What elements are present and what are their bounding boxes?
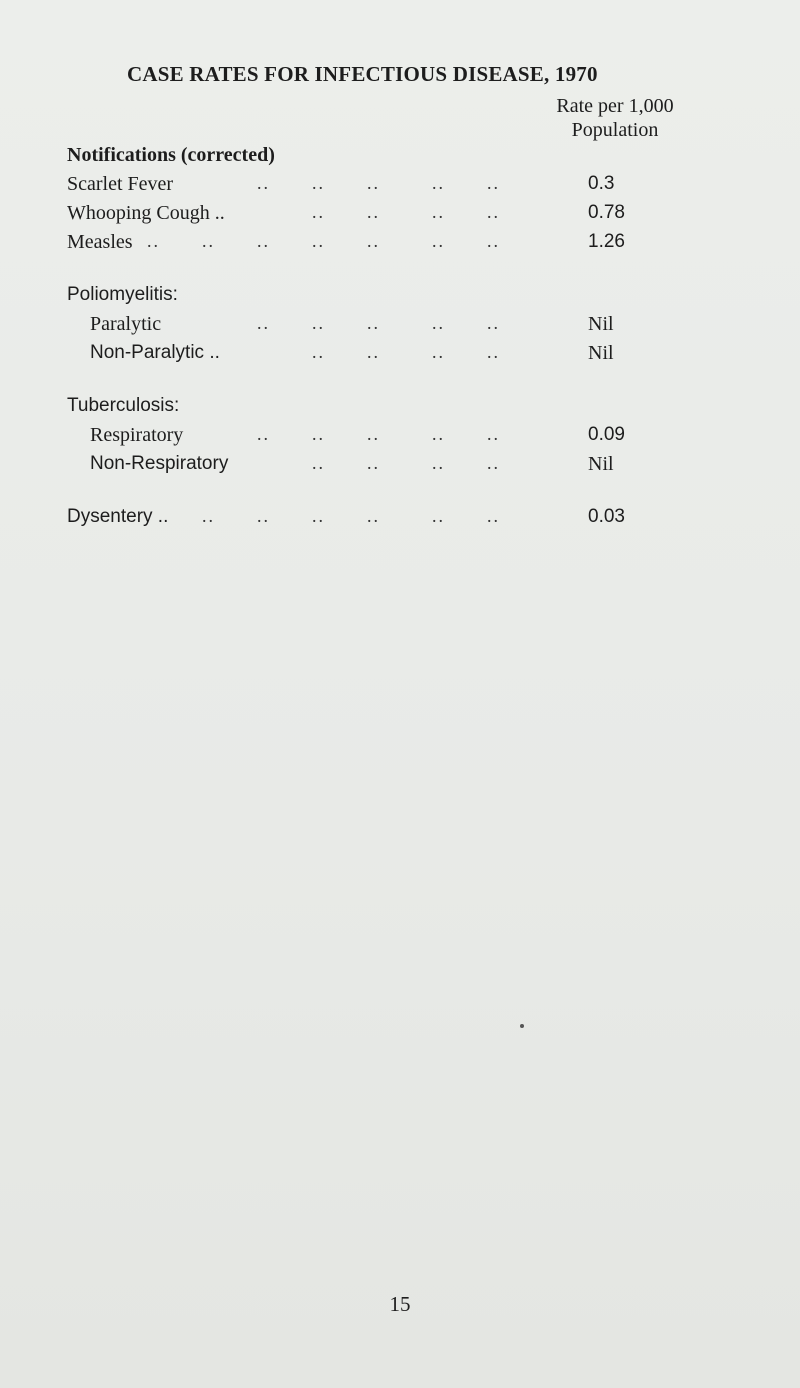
column-header-line2: Population <box>571 119 659 141</box>
table-row-scarlet-fever <box>0 173 800 201</box>
row-value: Nil <box>588 313 614 335</box>
dot-leaders: .. .. .. .. .. .. <box>202 506 500 526</box>
page-number: 15 <box>389 1292 411 1316</box>
row-value: 0.78 <box>588 202 625 223</box>
dot-leaders: .. .. .. .. <box>312 342 500 362</box>
group-header-poliomyelitis: Poliomyelitis: <box>67 284 178 305</box>
row-value: 0.3 <box>588 173 615 194</box>
row-label: Non-Respiratory <box>90 453 229 474</box>
table-row-respiratory <box>0 424 800 452</box>
group-header-tuberculosis: Tuberculosis: <box>67 395 180 416</box>
row-label: Paralytic <box>90 313 162 335</box>
table-row-non-respiratory <box>0 453 800 481</box>
table-row-non-paralytic <box>0 342 800 370</box>
row-value: Nil <box>588 342 614 364</box>
row-value: 0.09 <box>588 424 625 445</box>
table-row-measles <box>0 231 800 259</box>
row-label: Respiratory <box>90 424 184 446</box>
dot-leaders: .. .. .. .. <box>312 202 500 222</box>
dot-leaders: .. .. .. .. .. <box>257 173 500 193</box>
row-value: Nil <box>588 453 614 475</box>
row-value: 0.03 <box>588 506 625 527</box>
row-label: Measles <box>67 231 133 253</box>
table-row-paralytic <box>0 313 800 341</box>
row-label: Whooping Cough .. <box>67 202 225 224</box>
page-title: CASE RATES FOR INFECTIOUS DISEASE, 1970 <box>127 62 598 86</box>
table-row-dysentery <box>0 506 800 534</box>
dot-leaders: .. .. .. .. .. .. .. <box>147 231 500 251</box>
row-label: Scarlet Fever <box>67 173 174 195</box>
print-speck <box>520 1024 524 1028</box>
section-header: Notifications (corrected) <box>67 144 275 166</box>
dot-leaders: .. .. .. .. .. <box>257 313 500 333</box>
row-label: Dysentery .. <box>67 506 169 527</box>
table-row-whooping-cough <box>0 202 800 230</box>
row-value: 1.26 <box>588 231 625 252</box>
dot-leaders: .. .. .. .. <box>312 453 500 473</box>
row-label: Non-Paralytic .. <box>90 342 220 363</box>
column-header-line1: Rate per 1,000 <box>556 95 674 117</box>
dot-leaders: .. .. .. .. .. <box>257 424 500 444</box>
